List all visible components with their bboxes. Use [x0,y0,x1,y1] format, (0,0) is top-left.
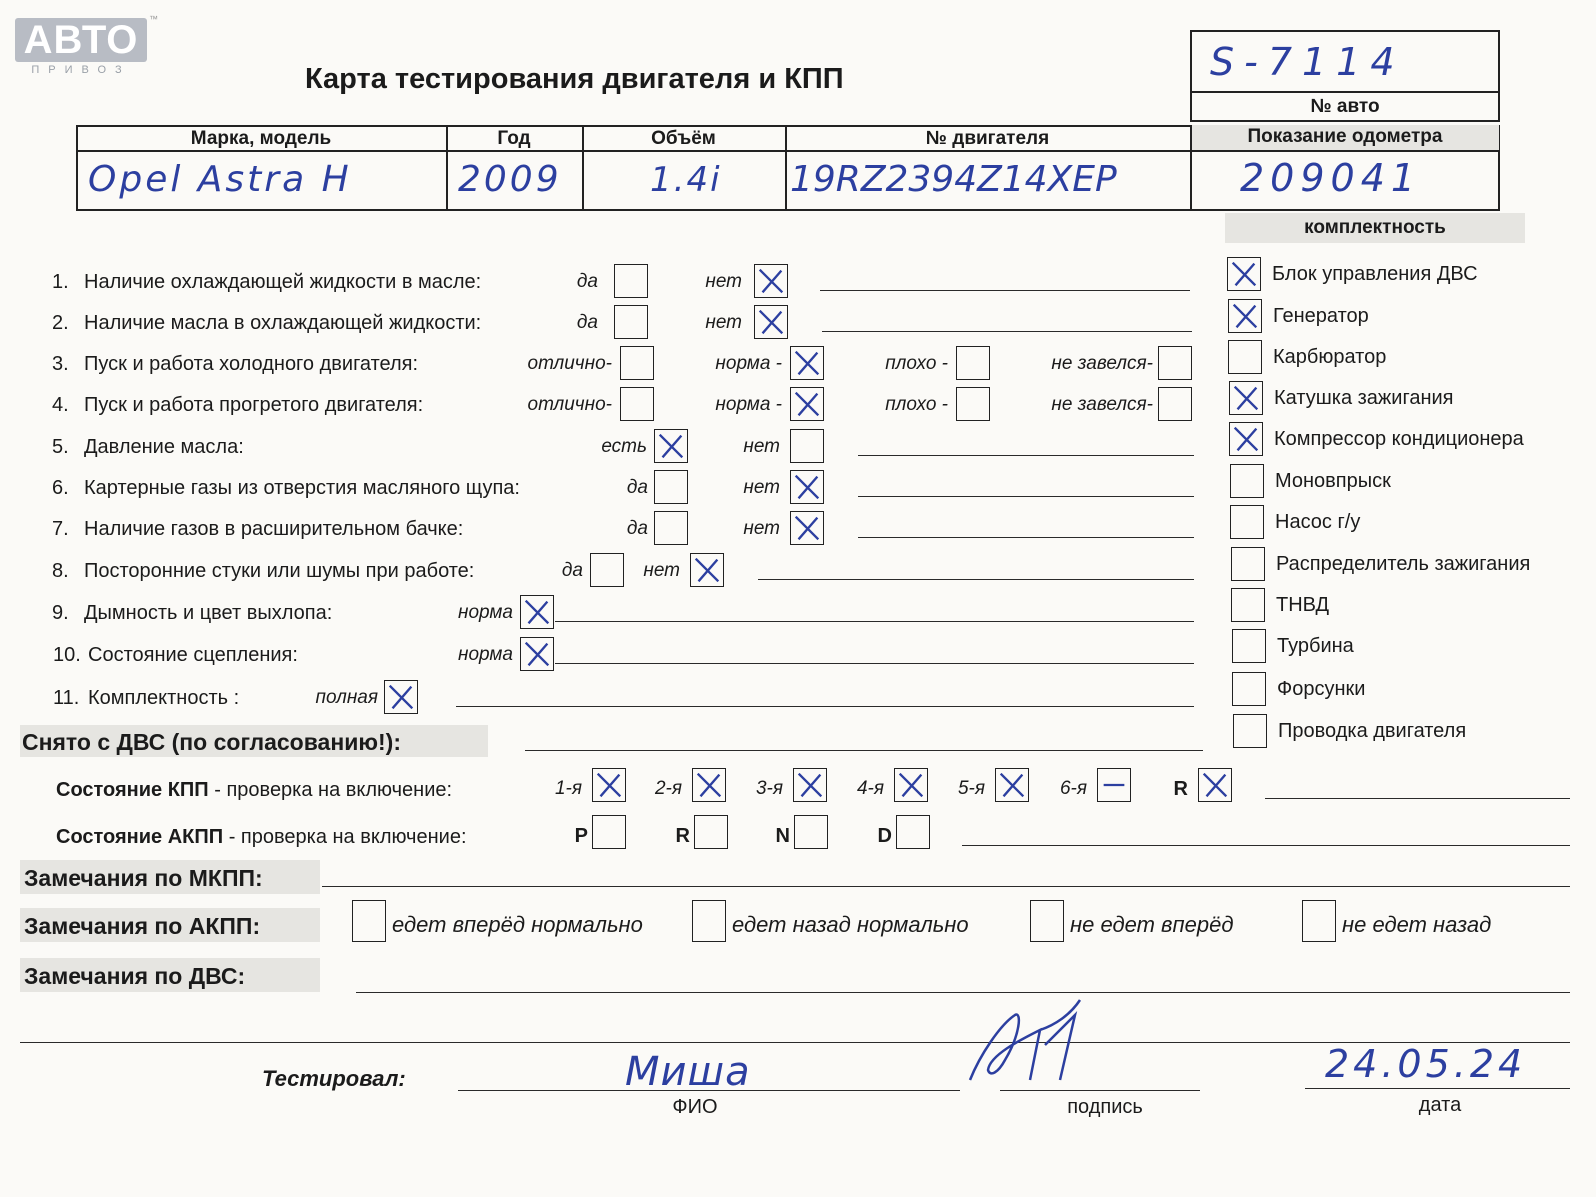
gear-checkbox[interactable] [592,768,626,802]
value-year: 2009 [458,159,562,200]
completeness-checkbox[interactable] [1230,464,1264,498]
option-label: полная [315,687,378,708]
notes-line [555,621,1194,622]
checkmark-icon [655,430,687,462]
item-label: Посторонние стуки или шумы при работе: [84,560,475,582]
option-label: норма [458,644,513,665]
remark-option-label: не едет назад [1342,912,1492,937]
checkmark-icon [1230,423,1262,455]
option-label: да [576,271,598,292]
notes-line [822,331,1192,332]
checkmark-icon [593,769,625,801]
option-checkbox[interactable] [754,305,788,339]
option-label: да [626,518,648,539]
removed-line [525,750,1203,751]
completeness-label: Карбюратор [1273,346,1387,368]
checkmark-icon [895,769,927,801]
checkmark-icon [755,265,787,297]
item-label: Давление масла: [84,436,244,458]
completeness-checkbox[interactable] [1230,505,1264,539]
value-model: Opel Astra H [88,159,352,200]
value-odometer: 209041 [1240,156,1422,200]
remark-option-label: едет вперёд нормально [392,912,643,937]
option-label: нет [743,436,780,457]
notes-line [858,455,1194,456]
gear-label: 3-я [755,778,783,799]
notes-line [858,496,1194,497]
date-label: дата [1418,1094,1462,1116]
car-number-label: № авто [1310,96,1380,117]
value-volume: 1.4i [650,160,722,200]
gear-checkbox[interactable] [1198,768,1232,802]
item-number: 6. [52,477,69,499]
option-checkbox[interactable] [956,346,990,380]
completeness-checkbox[interactable] [1229,422,1263,456]
gear-checkbox[interactable] [793,768,827,802]
notes-line [820,290,1190,291]
item-label: Наличие охлаждающей жидкости в масле: [84,271,482,293]
option-checkbox[interactable] [790,387,824,421]
item-label: Дымность и цвет выхлопа: [84,602,333,624]
option-label: есть [601,436,647,457]
col-header-volume: Объём [651,128,716,149]
mode-label: D [877,825,892,847]
option-checkbox[interactable] [614,264,648,298]
checkmark-icon [791,471,823,503]
option-label: не завелся- [1051,394,1153,415]
checkmark-icon [1229,300,1261,332]
notes-line [858,537,1194,538]
notes-line [456,706,1194,707]
completeness-label: ТНВД [1276,594,1330,616]
completeness-checkbox[interactable] [1227,257,1261,291]
remark-checkbox[interactable] [692,900,726,942]
checkmark-icon [791,347,823,379]
option-label: отлично- [527,353,612,374]
remarks-dvs-label: Замечания по ДВС: [24,963,246,989]
tested-label: Тестировал: [262,1066,406,1091]
option-label: нет [705,271,742,292]
item-number: 9. [52,602,69,624]
completeness-checkbox[interactable] [1232,672,1266,706]
option-checkbox[interactable] [520,637,554,671]
option-label: норма - [715,394,782,415]
option-label: плохо - [885,394,948,415]
col-header-engine-number: № двигателя [925,128,1050,149]
item-label: Наличие масла в охлаждающей жидкости: [84,312,482,334]
checkmark-icon [1230,382,1262,414]
gear-label: R [1173,778,1188,800]
logo-text: АВТО [23,18,139,62]
gear-label: 1-я [554,778,582,799]
option-checkbox[interactable] [384,680,418,714]
signature [960,985,1110,1095]
item-label: Картерные газы из отверстия масляного щупа: [84,477,520,499]
removed-label: Снято с ДВС (по согласованию!): [22,729,401,755]
gear-checkbox[interactable] [1097,768,1131,802]
gear-label: 4-я [856,778,884,799]
logo-subtext: ПРИВОЗ [31,64,131,76]
checkmark-icon [791,388,823,420]
option-label: да [561,560,583,581]
completeness-label: Насос г/у [1275,511,1361,533]
option-checkbox[interactable] [654,429,688,463]
remarks-mkpp-label: Замечания по МКПП: [24,865,263,891]
option-label: не завелся- [1051,353,1153,374]
item-label: Комплектность : [88,687,240,709]
item-label: Пуск и работа прогретого двигателя: [84,394,424,416]
value-engine-number: 19RZ2394Z14XEP [790,159,1117,200]
completeness-label: Турбина [1277,635,1354,657]
gear-label: 6-я [1059,778,1087,799]
item-number: 11. [53,687,80,709]
kpp-line [1265,798,1570,799]
option-checkbox[interactable] [1158,346,1192,380]
option-label: нет [643,560,680,581]
completeness-label: Генератор [1273,305,1369,327]
completeness-title: комплектность [1304,217,1446,238]
checkmark-icon [794,769,826,801]
mode-label: R [675,825,690,847]
option-checkbox[interactable] [754,264,788,298]
completeness-checkbox[interactable] [1228,299,1262,333]
option-label: отлично- [527,394,612,415]
fio-label: ФИО [672,1096,718,1118]
fio-value: Миша [625,1049,751,1095]
option-checkbox[interactable] [590,553,624,587]
option-checkbox[interactable] [690,553,724,587]
gear-label: 2-я [654,778,682,799]
mode-label: P [574,825,588,847]
option-checkbox[interactable] [790,470,824,504]
option-checkbox[interactable] [520,595,554,629]
gear-checkbox[interactable] [692,768,726,802]
completeness-label: Катушка зажигания [1274,387,1454,409]
option-label: нет [743,477,780,498]
col-header-model: Марка, модель [190,128,332,149]
item-number: 3. [52,353,69,375]
completeness-checkbox[interactable] [1233,714,1267,748]
avto-privoz-logo [15,14,158,80]
completeness-label: Форсунки [1277,678,1366,700]
item-number: 10. [53,644,81,666]
kpp-label: Состояние КПП - проверка на включение: [56,779,453,801]
notes-line [758,579,1194,580]
col-header-odometer: Показание одометра [1247,126,1443,147]
completeness-label: Распределитель зажигания [1276,553,1531,575]
mode-checkbox[interactable] [694,815,728,849]
car-number-value: S-7114 [1210,40,1405,84]
option-checkbox[interactable] [790,511,824,545]
option-label: плохо - [885,353,948,374]
option-checkbox[interactable] [614,305,648,339]
item-number: 5. [52,436,69,458]
completeness-label: Проводка двигателя [1278,720,1467,742]
option-label: норма [458,602,513,623]
mode-checkbox[interactable] [896,815,930,849]
remark-checkbox[interactable] [1302,900,1336,942]
item-number: 2. [52,312,69,334]
option-label: да [576,312,598,333]
remarks-mkpp-line [322,886,1570,887]
option-checkbox[interactable] [956,387,990,421]
mode-checkbox[interactable] [592,815,626,849]
completeness-checkbox[interactable] [1228,340,1262,374]
checkmark-icon [1098,769,1130,801]
checkmark-icon [1199,769,1231,801]
completeness-label: Моновпрыск [1275,470,1391,492]
checkmark-icon [521,596,553,628]
option-label: нет [705,312,742,333]
option-checkbox[interactable] [620,346,654,380]
completeness-checkbox[interactable] [1231,588,1265,622]
option-checkbox[interactable] [654,511,688,545]
logo-trademark: ™ [149,14,158,24]
checkmark-icon [521,638,553,670]
date-value: 24.05.24 [1325,1042,1527,1086]
gear-checkbox[interactable] [995,768,1029,802]
checkmark-icon [1228,258,1260,290]
option-checkbox[interactable] [790,346,824,380]
signature-label: подпись [1067,1096,1143,1118]
gear-checkbox[interactable] [894,768,928,802]
checkmark-icon [385,681,417,713]
option-label: нет [743,518,780,539]
option-label: норма - [715,353,782,374]
completeness-checkbox[interactable] [1229,381,1263,415]
checkmark-icon [691,554,723,586]
completeness-label: Блок управления ДВС [1272,263,1478,285]
remark-checkbox[interactable] [352,900,386,942]
checkmark-icon [755,306,787,338]
completeness-checkbox[interactable] [1231,547,1265,581]
akpp-line [962,845,1570,846]
option-checkbox[interactable] [790,429,824,463]
item-label: Пуск и работа холодного двигателя: [84,353,419,375]
gear-label: 5-я [957,778,985,799]
item-number: 4. [52,394,69,416]
completeness-label: Компрессор кондиционера [1274,428,1524,450]
checkmark-icon [693,769,725,801]
date-line [1305,1088,1570,1089]
remark-checkbox[interactable] [1030,900,1064,942]
notes-line [555,663,1194,664]
mode-label: N [775,825,790,847]
item-number: 7. [52,518,69,540]
option-label: да [626,477,648,498]
option-checkbox[interactable] [620,387,654,421]
option-checkbox[interactable] [1158,387,1192,421]
akpp-label: Состояние АКПП - проверка на включение: [56,826,467,848]
remark-option-label: не едет вперёд [1070,912,1234,937]
completeness-checkbox[interactable] [1232,629,1266,663]
checkmark-icon [996,769,1028,801]
page-title: Карта тестирования двигателя и КПП [305,63,844,95]
checkmark-icon [791,512,823,544]
item-label: Наличие газов в расширительном бачке: [84,518,464,540]
mode-checkbox[interactable] [794,815,828,849]
remarks-akpp-label: Замечания по АКПП: [24,913,261,939]
option-checkbox[interactable] [654,470,688,504]
col-header-year: Год [497,128,531,149]
remark-option-label: едет назад нормально [732,912,969,937]
item-number: 8. [52,560,69,582]
item-number: 1. [52,271,69,293]
item-label: Состояние сцепления: [88,644,298,666]
